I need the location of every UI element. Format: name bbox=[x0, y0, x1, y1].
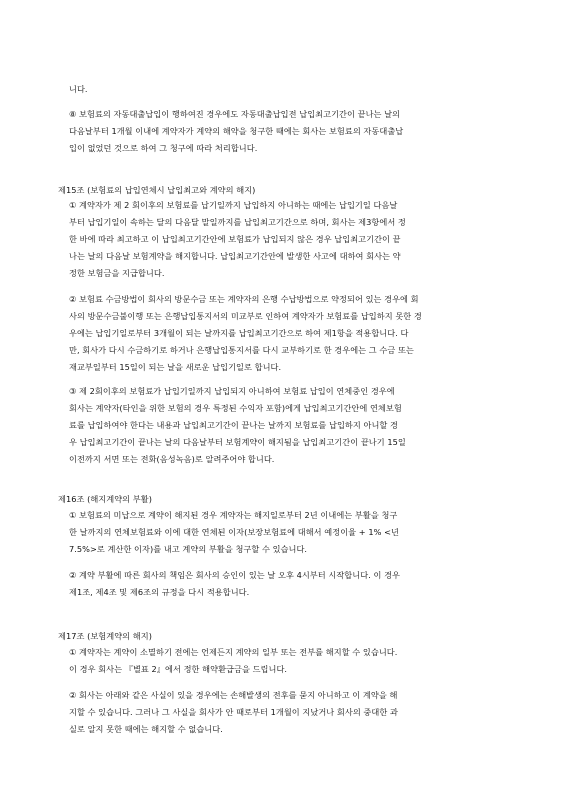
section-heading-15: 제15조 (보험료의 납입연체시 납입최고와 계약의 해지) bbox=[58, 185, 256, 195]
text-line: ② 계약 부활에 따른 회사의 책임은 회사의 승인이 있는 날 오후 4시부터 시작합니다. 이 경우 bbox=[69, 570, 401, 580]
text-line: 7.5%>로 계산한 이자)를 내고 계약의 부활을 청구할 수 있습니다. bbox=[69, 544, 308, 554]
text-line: 실로 알지 못한 때에는 해지할 수 없습니다. bbox=[69, 724, 223, 734]
text-line: ① 계약자는 계약이 소멸하기 전에는 언제든지 계약의 일부 또는 전부를 해지할 수 있습니다. bbox=[69, 647, 398, 657]
text-line: 이 경우 회사는 『별표 2』에서 정한 해약환급금을 드립니다. bbox=[69, 664, 288, 674]
text-line: 정한 보험금을 지급합니다. bbox=[69, 268, 165, 278]
section-heading-17: 제17조 (보험계약의 해지) bbox=[58, 631, 152, 641]
text-line: 사의 방문수금불이행 또는 은행납입통지서의 미교부로 인하여 계약자가 보험료를 납입하지 못한 경 bbox=[69, 311, 422, 321]
text-line: ② 회사는 아래와 같은 사실이 있을 경우에는 손해발생의 전후를 묻지 아니하고 이 계약을 해 bbox=[69, 690, 398, 700]
text-line: 회사는 계약자(타인을 위한 보험의 경우 특정된 수익자 포함)에게 납입최고기간안에 연체보험 bbox=[69, 403, 402, 413]
text-line: 재교부일부터 15일이 되는 날을 새로운 납입기일로 합니다. bbox=[69, 362, 282, 372]
text-line: 한 날까지의 연체보험료와 이에 대한 연체된 이자(보장보험료에 대해서 예정이율 + 1% <년 bbox=[69, 527, 399, 537]
text-line: 나는 날의 다음날 보험계약을 해지합니다. 납입최고기간안에 발생한 사고에 대하여 회사는 약 bbox=[69, 251, 401, 261]
text-line: 한 바에 따라 최고하고 이 납입최고기간안에 보험료가 납입되지 않은 경우 납입최고기간이 끝 bbox=[69, 234, 401, 244]
text-line: 우 납입최고기간이 끝나는 날의 다음날부터 보험계약이 해지됨을 납입최고기간이 끝나기 15일 bbox=[69, 437, 406, 447]
text-line: 이전까지 서면 또는 전화(음성녹음)로 알려주어야 합니다. bbox=[69, 454, 275, 464]
section-heading-16: 제16조 (해지계약의 부활) bbox=[58, 494, 152, 504]
text-line: 다음날부터 1개월 이내에 계약자가 계약의 해약을 청구한 때에는 회사는 보험료의 자동대출납 bbox=[69, 126, 404, 136]
text-line: 만, 회사가 다시 수금하기로 하거나 은행납입통지서를 다시 교부하기로 한 경우에는 그 수금 또는 bbox=[69, 345, 414, 355]
text-line: 입이 없었던 것으로 하여 그 청구에 따라 처리합니다. bbox=[69, 143, 258, 153]
text-line: 니다. bbox=[69, 84, 88, 94]
text-line: 부터 납입기일이 속하는 달의 다음달 말일까지를 납입최고기간으로 하며, 회사는 제3항에서 정 bbox=[69, 217, 406, 227]
text-line: 제1조, 제4조 및 제6조의 규정을 다시 적용합니다. bbox=[69, 587, 250, 597]
text-line: ⑧ 보험료의 자동대출납입이 행하여진 경우에도 자동대출납입전 납입최고기간이 끝나는 날의 bbox=[69, 109, 401, 119]
text-line: 지할 수 있습니다. 그러나 그 사실을 회사가 안 때로부터 1개월이 지났거나 회사의 중대한 과 bbox=[69, 707, 398, 717]
text-line: ① 계약자가 제 2 회이후의 보험료를 납기일까지 납입하지 아니하는 때에는 납입기일 다음날 bbox=[69, 200, 398, 210]
text-line: ② 보험료 수금방법이 회사의 방문수금 또는 계약자의 은행 수납방법으로 약정되어 있는 경우에 회 bbox=[69, 294, 419, 304]
text-line: 료를 납입하여야 한다는 내용과 납입최고기간이 끝나는 날까지 보험료를 납입하지 아니할 경 bbox=[69, 420, 398, 430]
text-line: ③ 제 2회이후의 보험료가 납입기일까지 납입되지 아니하여 보험료 납입이 연체중인 경우에 bbox=[69, 386, 395, 396]
text-line: 우에는 납입기일로부터 3개월이 되는 날까지를 납입최고기간으로 하여 제1항을 적용합니다. 다 bbox=[69, 328, 409, 338]
text-line: ① 보험료의 미납으로 계약이 해지된 경우 계약자는 해지일로부터 2년 이내에는 부활을 청구 bbox=[69, 510, 398, 520]
